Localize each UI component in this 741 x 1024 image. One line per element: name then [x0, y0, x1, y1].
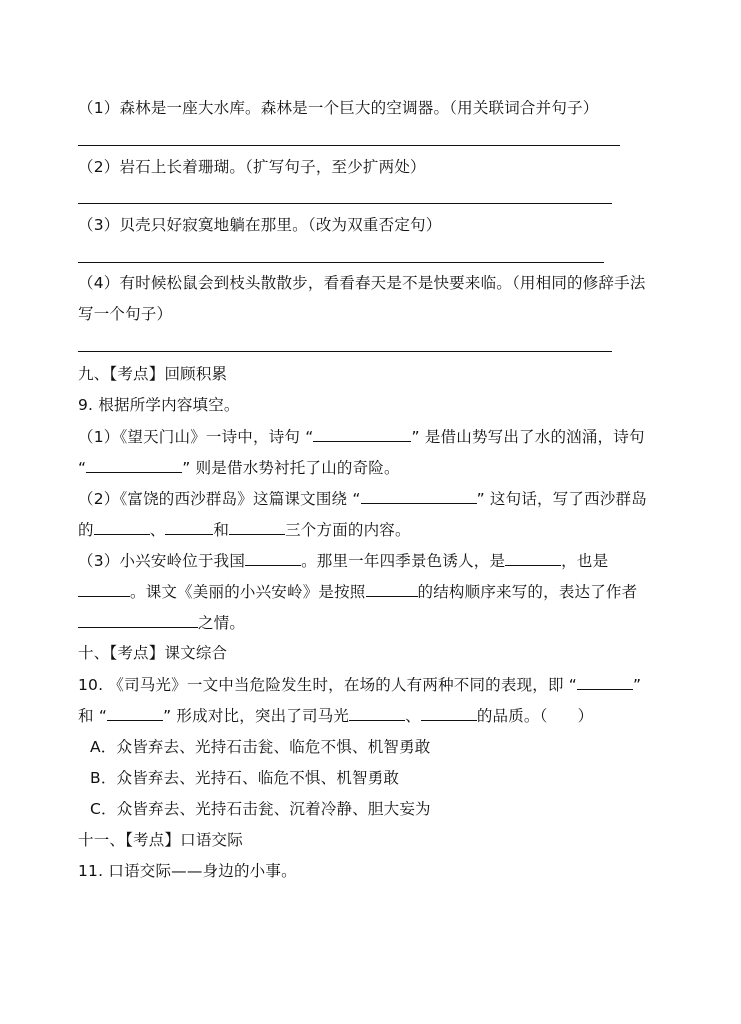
q10-line1: [78, 674, 641, 695]
q9-3-blank-2[interactable]: [505, 550, 561, 566]
q9-1-line2: [78, 457, 400, 478]
q9-3-text-a: （3）小兴安岭位于我国: [78, 552, 246, 570]
q10-text-d: ” 形成对比，突出了司马光: [163, 707, 350, 725]
q8-2-answer-line[interactable]: [78, 203, 612, 204]
q10-blank-2[interactable]: [107, 705, 163, 721]
q10-text-f: 的品质。（: [476, 707, 548, 725]
q10-blank-3[interactable]: [349, 705, 405, 721]
section10-heading: 十、【考点】课文综合: [78, 644, 228, 662]
q8-1-prompt: （1）森林是一座大水库。森林是一个巨大的空调器。（用关联词合并句子）: [78, 99, 599, 117]
q9-3-line3: [78, 612, 245, 633]
q9-2-blank-2[interactable]: [94, 519, 150, 535]
q10-text-g: ）: [577, 707, 594, 725]
q10-blank-4[interactable]: [421, 705, 477, 721]
q9-3-text-b: 。那里一年四季景色诱人，是: [301, 552, 506, 570]
q9-2-line2: [78, 519, 411, 540]
q9-3-text-c: ，也是: [561, 552, 609, 570]
q9-3-blank-5[interactable]: [78, 612, 198, 628]
q9-2-text-d: 、: [149, 521, 166, 539]
q9-2-blank-3[interactable]: [165, 519, 213, 535]
q9-2-text-b: ” 这句话，写了西沙群岛: [476, 490, 647, 508]
q9-1-line1: [78, 426, 645, 447]
q8-3-answer-line[interactable]: [78, 262, 604, 263]
q10-text-b: ”: [633, 676, 642, 694]
q9-3-text-e: 的结构顺序来写的，表达了作者: [417, 583, 638, 601]
q9-1-text-a: （1）《望天门山》一诗中，诗句 “: [78, 428, 314, 446]
section9-heading: 九、【考点】回顾积累: [78, 365, 228, 383]
q10-line2: [78, 705, 593, 726]
q8-4-prompt-line1: （4）有时候松鼠会到枝头散散步，看看春天是不是快要来临。（用相同的修辞手法: [78, 274, 646, 292]
q8-3-prompt: （3）贝壳只好寂寞地躺在那里。（改为双重否定句）: [78, 216, 442, 234]
q9-1-text-b: ” 是借山势写出了水的汹涌，诗句: [411, 428, 645, 446]
q10-text-e: 、: [405, 707, 421, 725]
q9-3-line1: [78, 550, 608, 571]
q9-2-text-a: （2）《富饶的西沙群岛》这篇课文围绕 “: [78, 490, 361, 508]
q8-1-answer-line[interactable]: [78, 145, 620, 146]
section11-heading: 十一、【考点】口语交际: [78, 831, 243, 849]
q8-2-prompt: （2）岩石上长着珊瑚。（扩写句子，至少扩两处）: [78, 158, 426, 176]
q8-4-prompt-line2: 写一个句子）: [78, 305, 173, 323]
q9-3-blank-4[interactable]: [366, 581, 418, 597]
q10-text-a: 10. 《司马光》一文中当危险发生时，在场的人有两种不同的表现，即 “: [78, 676, 578, 694]
q9-2-line1: [78, 488, 647, 509]
q9-3-text-d: 。课文《美丽的小兴安岭》是按照: [130, 583, 366, 601]
q9-3-text-f: 之情。: [198, 614, 246, 632]
q8-4-answer-line[interactable]: [78, 351, 612, 352]
q9-title: 9. 根据所学内容填空。: [78, 396, 240, 414]
q9-2-text-c: 的: [78, 521, 94, 539]
q9-3-blank-1[interactable]: [245, 550, 301, 566]
q9-2-blank-4[interactable]: [229, 519, 285, 535]
q9-1-blank-2[interactable]: [86, 457, 182, 473]
q9-1-blank-1[interactable]: [313, 426, 411, 442]
q9-2-text-f: 三个方面的内容。: [285, 521, 411, 539]
q10-text-c: 和 “: [78, 707, 108, 725]
q9-2-text-e: 和: [213, 521, 230, 539]
q10-option-c[interactable]: C．众皆弃去、光持石击瓮、沉着冷静、胆大妄为: [90, 800, 431, 818]
q9-2-blank-1[interactable]: [361, 488, 477, 504]
q9-3-line2: [78, 581, 637, 602]
q10-option-a[interactable]: A．众皆弃去、光持石击瓮、临危不惧、机智勇敢: [90, 738, 431, 756]
q11-title: 11. 口语交际——身边的小事。: [78, 862, 297, 880]
q9-1-text-c: “: [78, 459, 87, 477]
q9-1-text-d: ” 则是借水势衬托了山的奇险。: [182, 459, 400, 477]
q9-3-blank-3[interactable]: [78, 581, 130, 597]
q10-blank-1[interactable]: [577, 674, 633, 690]
q10-option-b[interactable]: B．众皆弃去、光持石、临危不惧、机智勇敢: [90, 769, 400, 787]
